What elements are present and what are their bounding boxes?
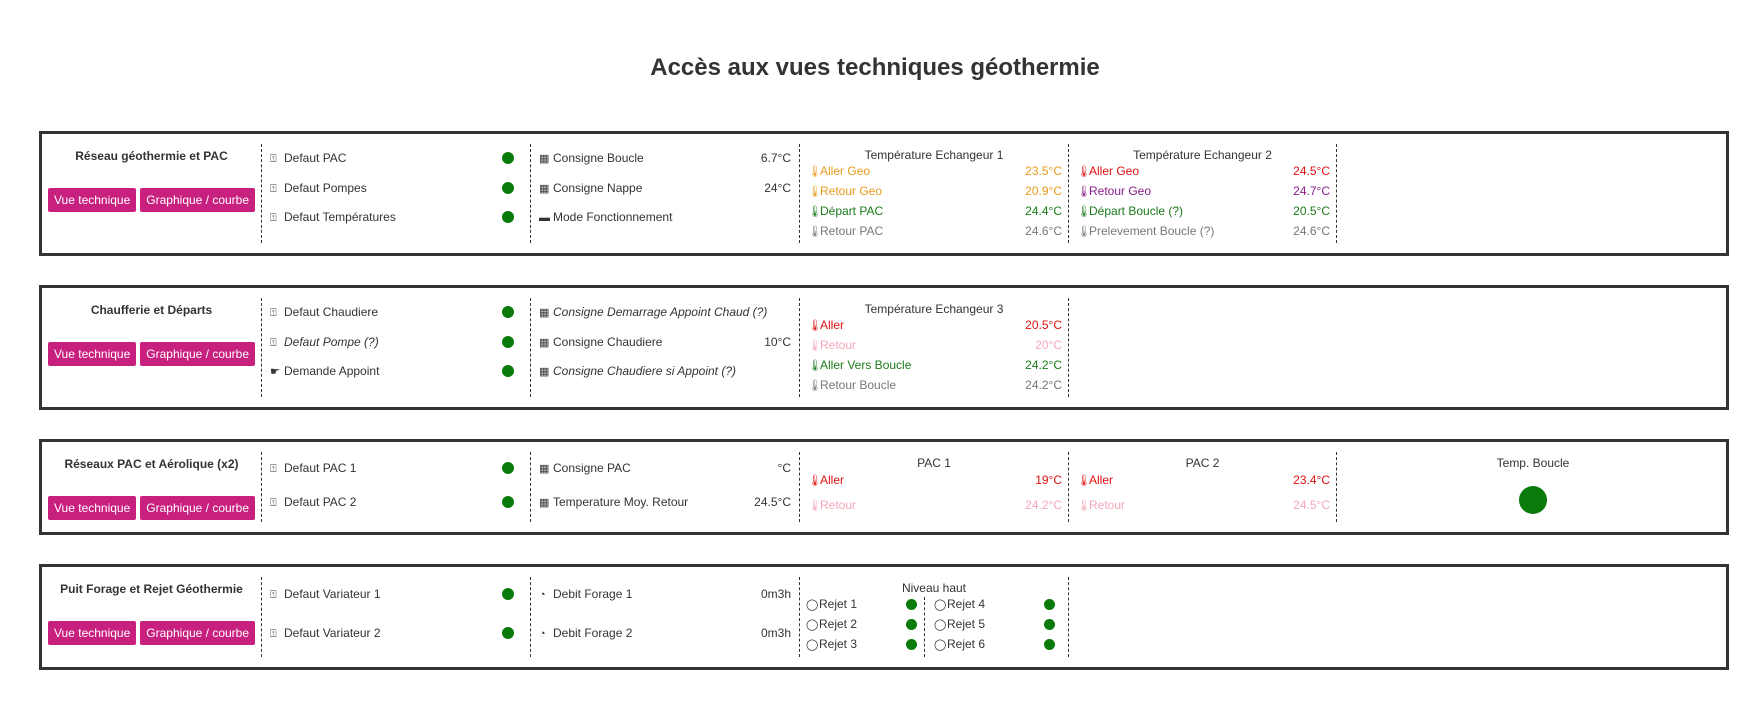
temp-row — [808, 224, 1062, 239]
status-label: Defaut Pompe (?) — [284, 335, 379, 349]
setpoint-label: Consigne Chaudiere si Appoint (?) — [553, 364, 736, 378]
temp-label: Aller Geo — [1089, 164, 1140, 178]
defauts-column — [262, 144, 531, 243]
temp-label: Retour Geo — [820, 184, 883, 198]
thermometer-icon: 🌡 — [808, 226, 822, 238]
temp-label: Aller — [1089, 473, 1114, 487]
graphique-courbe-button[interactable]: Graphique / courbe — [140, 188, 255, 212]
temp-label: Départ Boucle (?) — [1089, 204, 1184, 218]
circle-icon: ◯ — [934, 639, 947, 651]
temp-value: 23.5°C — [1025, 164, 1062, 178]
setpoint-row — [539, 304, 791, 320]
temp-value: 23.4°C — [1293, 473, 1330, 487]
echangeur-1-panel — [800, 144, 1069, 243]
temp-value: 20.5°C — [1293, 204, 1330, 218]
circle-icon: ◯ — [806, 639, 819, 651]
alarm-icon: ⍐ — [270, 463, 277, 475]
setpoint-row — [539, 460, 791, 476]
temp-value: 24.4°C — [1025, 204, 1062, 218]
setpoint-label: Consigne Chaudiere — [553, 335, 663, 349]
hand-pointer-icon: ☛ — [270, 366, 280, 378]
temp-label: Prelevement Boucle (?) — [1089, 224, 1215, 238]
alarm-icon: ⍐ — [270, 183, 277, 195]
temp-value: 19°C — [1035, 473, 1062, 487]
thermometer-icon: 🌡 — [808, 320, 822, 332]
status-row — [270, 363, 522, 379]
setpoint-label: Consigne Nappe — [553, 181, 643, 195]
setpoint-label: Consigne Demarrage Appoint Chaud (?) — [553, 305, 768, 319]
status-ok-indicator — [502, 627, 514, 639]
thermometer-icon: 🌡 — [1077, 226, 1091, 238]
temp-label: Aller — [820, 473, 845, 487]
temp-label: Retour Geo — [1089, 184, 1152, 198]
rejet-item — [806, 597, 857, 612]
temp-label: Aller — [820, 318, 845, 332]
setpoint-icon: ▦ — [539, 463, 550, 475]
setpoint-row — [539, 494, 791, 510]
panel-title: Température Echangeur 2 — [1133, 148, 1272, 162]
temp-value: 24.2°C — [1025, 358, 1062, 372]
rejet-label: Rejet 1 — [819, 597, 858, 611]
circle-icon: ◯ — [806, 599, 819, 611]
setpoint-icon: ▦ — [539, 366, 550, 378]
temp-row — [808, 164, 1062, 179]
temp-label: Retour — [820, 338, 857, 352]
vue-technique-button[interactable]: Vue technique — [48, 496, 136, 520]
pac-2-panel — [1069, 452, 1337, 522]
status-label: Defaut Températures — [284, 210, 396, 224]
setpoint-value: °C — [777, 461, 791, 475]
setpoint-icon: ▦ — [539, 183, 550, 195]
flow-row — [539, 586, 791, 602]
rejet-label: Rejet 4 — [947, 597, 986, 611]
rejet-label: Rejet 3 — [819, 637, 858, 651]
status-label: Demande Appoint — [284, 364, 380, 378]
status-ok-indicator — [502, 462, 514, 474]
rejet-item — [806, 637, 857, 652]
status-label: Defaut PAC — [284, 151, 347, 165]
temp-row — [1077, 184, 1330, 199]
status-ok-indicator — [1044, 619, 1055, 630]
status-label: Defaut Variateur 1 — [284, 587, 381, 601]
temp-row — [808, 473, 1062, 488]
setpoint-label: Mode Fonctionnement — [553, 210, 673, 224]
panel-title: PAC 1 — [917, 456, 951, 470]
circle-icon: ◯ — [806, 619, 819, 631]
status-ok-indicator — [906, 639, 917, 650]
defauts-column — [262, 577, 531, 657]
section-puit-forage — [39, 564, 1729, 670]
status-row — [270, 150, 522, 166]
setpoint-value: 24.5°C — [754, 495, 791, 509]
setpoint-row — [539, 209, 791, 225]
temp-label: Retour — [1089, 498, 1126, 512]
thermometer-icon: 🌡 — [808, 340, 822, 352]
consignes-column — [531, 452, 800, 522]
temp-label: Aller Vers Boucle — [820, 358, 912, 372]
status-ok-indicator — [906, 619, 917, 630]
status-ok-indicator — [502, 588, 514, 600]
section-header — [42, 144, 262, 243]
temp-value: 24.2°C — [1025, 498, 1062, 512]
status-label: Defaut Chaudiere — [284, 305, 379, 319]
flow-label: Debit Forage 2 — [553, 626, 633, 640]
defauts-column — [262, 298, 531, 397]
setpoint-row — [539, 334, 791, 350]
flow-row — [539, 625, 791, 641]
flow-label: Debit Forage 1 — [553, 587, 633, 601]
temp-value: 24.2°C — [1025, 378, 1062, 392]
setpoint-icon: ▦ — [539, 307, 550, 319]
setpoint-row — [539, 363, 791, 379]
temp-row — [808, 378, 1062, 393]
setpoint-label: Consigne PAC — [553, 461, 631, 475]
flow-value: 0m3h — [760, 587, 791, 601]
temp-row — [1077, 498, 1330, 513]
alarm-icon: ⍐ — [270, 337, 277, 349]
status-row — [270, 494, 522, 510]
temp-row — [808, 338, 1062, 353]
setpoint-icon: ▦ — [539, 337, 550, 349]
thermometer-icon: 🌡 — [1077, 206, 1091, 218]
graphique-courbe-button[interactable]: Graphique / courbe — [140, 342, 255, 366]
echangeur-2-panel — [1069, 144, 1337, 243]
temp-label: Aller Geo — [820, 164, 871, 178]
thermometer-icon: 🌡 — [808, 186, 822, 198]
graphique-courbe-button[interactable]: Graphique / courbe — [140, 621, 255, 645]
temp-label: Retour PAC — [820, 224, 884, 238]
status-row — [270, 625, 522, 641]
section-title: Chaufferie et Départs — [90, 303, 213, 317]
rejet-label: Rejet 5 — [947, 617, 986, 631]
graphique-courbe-button[interactable]: Graphique / courbe — [140, 496, 255, 520]
status-row — [270, 209, 522, 225]
thermometer-icon: 🌡 — [808, 166, 822, 178]
thermometer-icon: 🌡 — [1077, 186, 1091, 198]
status-row — [270, 304, 522, 320]
alarm-icon: ⍐ — [270, 307, 277, 319]
setpoint-value: 10°C — [764, 335, 791, 349]
thermometer-icon: 🌡 — [808, 206, 822, 218]
status-row — [270, 180, 522, 196]
temp-row — [1077, 473, 1330, 488]
temp-value: 20.5°C — [1025, 318, 1062, 332]
temp-value: 24.6°C — [1293, 224, 1330, 238]
mode-icon: ▬ — [539, 212, 550, 224]
rejet-label: Rejet 2 — [819, 617, 858, 631]
temp-row — [1077, 164, 1330, 179]
panel-title: Température Echangeur 1 — [864, 148, 1004, 162]
status-ok-indicator — [502, 182, 514, 194]
setpoint-row — [539, 180, 791, 196]
status-row — [270, 334, 522, 350]
setpoint-label: Consigne Boucle — [553, 151, 644, 165]
gauge-icon: ◔ — [539, 628, 546, 640]
niveau-haut-panel — [800, 577, 1069, 657]
thermometer-icon: 🌡 — [808, 380, 822, 392]
gauge-icon: ◔ — [539, 589, 546, 601]
rejet-item — [934, 637, 985, 652]
temp-boucle-panel — [1337, 452, 1729, 522]
consignes-column — [531, 298, 800, 397]
consignes-column — [531, 577, 800, 657]
setpoint-value: 6.7°C — [760, 151, 791, 165]
section-chaufferie — [39, 285, 1729, 410]
temp-value: 20.9°C — [1025, 184, 1062, 198]
status-label: Defaut Variateur 2 — [284, 626, 381, 640]
section-header — [42, 452, 262, 522]
circle-icon: ◯ — [934, 619, 947, 631]
alarm-icon: ⍐ — [270, 497, 277, 509]
temp-label: Départ PAC — [820, 204, 884, 218]
temp-value: 24.5°C — [1293, 498, 1330, 512]
temp-row — [1077, 224, 1330, 239]
vue-technique-button[interactable]: Vue technique — [48, 621, 136, 645]
thermometer-icon: 🌡 — [1077, 475, 1091, 487]
alarm-icon: ⍐ — [270, 589, 277, 601]
status-label: Defaut PAC 2 — [284, 495, 357, 509]
status-ok-indicator — [502, 496, 514, 508]
setpoint-icon: ▦ — [539, 497, 550, 509]
thermometer-icon: 🌡 — [808, 360, 822, 372]
setpoint-label: Temperature Moy. Retour — [553, 495, 689, 509]
status-ok-indicator — [502, 306, 514, 318]
thermometer-icon: 🌡 — [1077, 500, 1091, 512]
temp-row — [1077, 204, 1330, 219]
temp-label: Retour Boucle — [820, 378, 897, 392]
temp-row — [808, 184, 1062, 199]
temp-value: 20°C — [1035, 338, 1062, 352]
section-header — [42, 298, 262, 397]
section-title: Réseau géothermie et PAC — [75, 149, 228, 163]
vue-technique-button[interactable]: Vue technique — [48, 342, 136, 366]
consignes-column — [531, 144, 800, 243]
vue-technique-button[interactable]: Vue technique — [48, 188, 136, 212]
setpoint-value: 24°C — [764, 181, 791, 195]
status-ok-indicator — [502, 211, 514, 223]
rejet-label: Rejet 6 — [947, 637, 986, 651]
status-ok-indicator — [1044, 639, 1055, 650]
pac-1-panel — [800, 452, 1069, 522]
temp-value: 24.7°C — [1293, 184, 1330, 198]
thermometer-icon: 🌡 — [808, 475, 822, 487]
panel-title: PAC 2 — [1185, 456, 1220, 470]
panel-title: Température Echangeur 3 — [864, 302, 1004, 316]
status-ok-indicator — [1044, 599, 1055, 610]
alarm-icon: ⍐ — [270, 628, 277, 640]
alarm-icon: ⍐ — [270, 153, 277, 165]
section-reseau-geothermie — [39, 131, 1729, 256]
thermometer-icon: 🌡 — [808, 500, 822, 512]
boucle-status-indicator — [1519, 486, 1547, 514]
temp-row — [808, 318, 1062, 333]
circle-icon: ◯ — [934, 599, 947, 611]
status-label: Defaut PAC 1 — [284, 461, 357, 475]
status-row — [270, 586, 522, 602]
rejet-item — [806, 617, 857, 632]
defauts-column — [262, 452, 531, 522]
flow-value: 0m3h — [760, 626, 791, 640]
echangeur-3-panel — [800, 298, 1069, 397]
status-ok-indicator — [502, 152, 514, 164]
section-title: Puit Forage et Rejet Géothermie — [60, 582, 243, 596]
page-title: Accès aux vues techniques géothermie — [650, 54, 1100, 81]
thermometer-icon: 🌡 — [1077, 166, 1091, 178]
temp-value: 24.6°C — [1025, 224, 1062, 238]
temp-row — [808, 498, 1062, 513]
temp-row — [808, 204, 1062, 219]
setpoint-icon: ▦ — [539, 153, 550, 165]
rejet-item — [934, 597, 985, 612]
status-ok-indicator — [502, 365, 514, 377]
status-ok-indicator — [502, 336, 514, 348]
temp-label: Retour — [820, 498, 857, 512]
temp-value: 24.5°C — [1293, 164, 1330, 178]
temp-row — [808, 358, 1062, 373]
alarm-icon: ⍐ — [270, 212, 277, 224]
setpoint-row — [539, 150, 791, 166]
divider — [924, 597, 925, 657]
status-ok-indicator — [906, 599, 917, 610]
rejet-item — [934, 617, 985, 632]
section-header — [42, 577, 262, 657]
panel-title: Temp. Boucle — [1496, 456, 1570, 470]
panel-title: Niveau haut — [901, 581, 967, 595]
status-label: Defaut Pompes — [284, 181, 367, 195]
section-reseaux-pac — [39, 439, 1729, 535]
section-title: Réseaux PAC et Aérolique (x2) — [64, 457, 239, 471]
status-row — [270, 460, 522, 476]
